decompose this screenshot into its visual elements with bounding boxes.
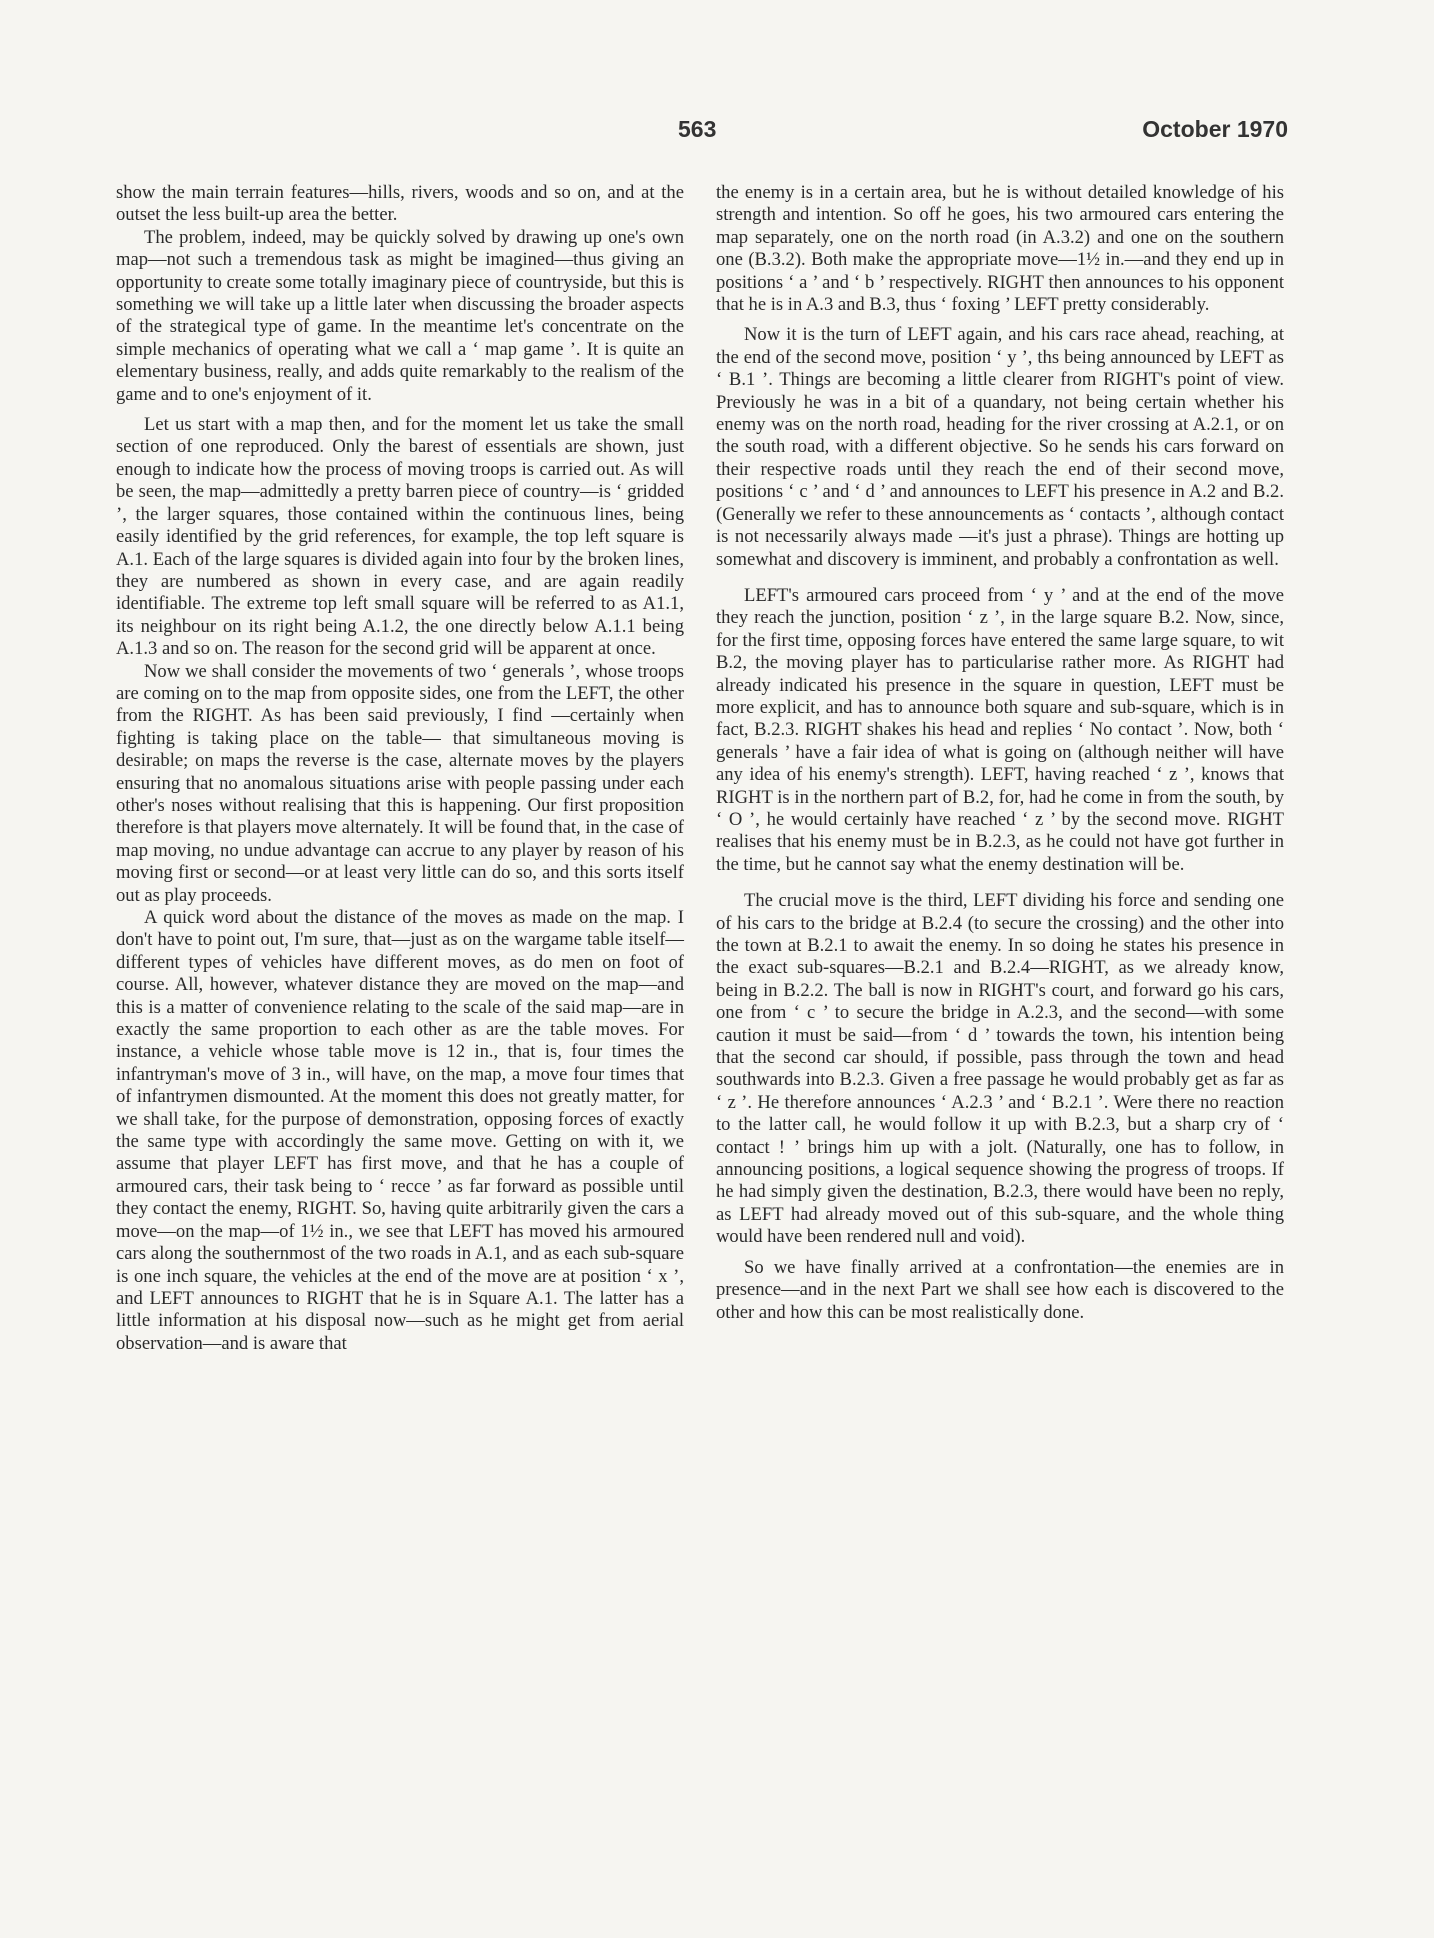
left-column — [116, 182, 684, 1355]
issue-date: October 1970 — [1142, 116, 1288, 142]
paragraph: The crucial move is the third, LEFT dividing his force and sending one of his cars to the bridge at B.2.4 (to secure the crossing) and the other into the town at B.2.1 to await the enemy. In so doing he states his presence in the exact sub-squares—B.2.1 and B.2.4—RIGHT, as we already know, being in B.2.2. The ball is now in RIGHT's court, and forward go his cars, one from ‘ c ’ to secure the bridge in A.2.3, and the second—with some caution it must be said—from ‘ d ’ towards the town, his intention being that the second car should, if possible, pass through the town and head southwards into B.2.3. Given a free passage he would probably get as far as ‘ z ’. He therefore announces ‘ A.2.3 ’ and ‘ B.2.1 ’. Were there no reaction to the latter call, he would follow it up with B.2.3, but a sharp cry of ‘ contact ! ’ brings him up with a jolt. (Naturally, one has to follow, in announcing positions, a logical sequence showing the progress of troops. If he had simply given the destination, B.2.3, there would have been no reply, as LEFT had already moved out of this sub-square, and the whole thing would have been rendered null and void). — [716, 890, 1284, 1248]
paragraph: Now we shall consider the movements of two ‘ generals ’, whose troops are coming on to the map from opposite sides, one from the LEFT, the other from the RIGHT. As has been said previously, I find —certainly when fighting is taking place on the table— that simultaneous moving is desirable; on maps the reverse is the case, alternate moves by the players ensuring that no anomalous situations arise with people passing under each other's noses without realising that this is happening. Our first proposition therefore is that players move alternately. It will be found that, in the case of map moving, no undue advantage can accrue to any player by reason of his moving first or second—or at least very little can do so, and this sorts itself out as play proceeds. — [116, 660, 684, 906]
paragraph: So we have finally arrived at a confrontation—the enemies are in presence—and in the next Part we shall see how each is discovered to the other and how this can be most realistically done. — [716, 1256, 1284, 1323]
page-header — [0, 108, 1434, 148]
paragraph: LEFT's armoured cars proceed from ‘ y ’ and at the end of the move they reach the junction, position ‘ z ’, in the large square B.2. Now, since, for the first time, opposing forces have entered the same large square, to wit B.2, the moving player has to particularise rather more. As RIGHT had already indicated his presence in the square in question, LEFT must be more explicit, and has to announce both square and sub-square, which is in fact, B.2.3. RIGHT shakes his head and replies ‘ No contact ’. Now, both ‘ generals ’ have a fair idea of what is going on (although neither will have any idea of his enemy's strength). LEFT, having reached ‘ z ’, knows that RIGHT is in the northern part of B.2, for, had he come in from the south, by ‘ O ’, he would certainly have reached ‘ z ’ by the second move. RIGHT realises that his enemy must be in B.2.3, as he could not have got further in the time, but he cannot say what the enemy destination will be. — [716, 584, 1284, 875]
right-column — [716, 182, 1284, 1324]
paragraph: A quick word about the distance of the moves as made on the map. I don't have to point out, I'm sure, that—just as on the wargame table itself—different types of vehicles have different moves, as do men on foot of course. All, however, whatever distance they are moved on the map—and this is a matter of convenience relating to the scale of the said map—are in exactly the same proportion to each other as are the table moves. For instance, a vehicle whose table move is 12 in., that is, four times the infantryman's move of 3 in., will have, on the map, a move four times that of infantrymen dismounted. At the moment this does not greatly matter, for we shall take, for the purpose of demonstration, opposing forces of exactly the same type with accordingly the same move. Getting on with it, we assume that player LEFT has first move, and that he has a couple of armoured cars, their task being to ‘ recce ’ as far forward as possible until they contact the enemy, RIGHT. So, having quite arbitrarily given the cars a move—on the map—of 1½ in., we see that LEFT has moved his armoured cars along the southernmost of the two roads in A.1, and as each sub-square is one inch square, the vehicles at the end of the move are at position ‘ x ’, and LEFT announces to RIGHT that he is in Square A.1. The latter has a little information at his disposal now—such as he might get from aerial observation—and is aware that — [116, 907, 684, 1354]
paragraph: the enemy is in a certain area, but he is without detailed knowledge of his strength and intention. So off he goes, his two armoured cars entering the map separately, one on the north road (in A.3.2) and one on the southern one (B.3.2). Both make the appropriate move—1½ in.—and they end up in positions ‘ a ’ and ‘ b ’ respectively. RIGHT then announces to his opponent that he is in A.3 and B.3, thus ‘ foxing ’ LEFT pretty considerably. — [716, 182, 1284, 316]
paragraph: Now it is the turn of LEFT again, and his cars race ahead, reaching, at the end of the second move, position ‘ y ’, ths being announced by LEFT as ‘ B.1 ’. Things are becoming a little clearer from RIGHT's point of view. Previously he was in a bit of a quandary, not being certain whether his enemy was on the north road, heading for the river crossing at A.2.1, or on the south road, with a different objective. So he sends his cars forward on their respective roads until they reach the end of their second move, positions ‘ c ’ and ‘ d ’ and announces to LEFT his presence in A.2 and B.2. (Generally we refer to these announcements as ‘ contacts ’, although contact is not necessarily always made —it's just a phrase). Things are hotting up somewhat and discovery is imminent, and probably a confrontation as well. — [716, 324, 1284, 570]
paragraph: Let us start with a map then, and for the moment let us take the small section of one reproduced. Only the barest of essentials are shown, just enough to indicate how the process of moving troops is carried out. As will be seen, the map—admittedly a pretty barren piece of country—is ‘ gridded ’, the larger squares, those contained within the continuous lines, being easily identified by the grid references, for example, the top left square is A.1. Each of the large squares is divided again into four by the broken lines, they are numbered as shown in every case, and are again readily identifiable. The extreme top left small square will be referred to as A1.1, its neighbour on its right being A.1.2, the one directly below A.1.1 being A.1.3 and so on. The reason for the second grid will be apparent at once. — [116, 414, 684, 660]
page-number: 563 — [678, 116, 717, 142]
paragraph: show the main terrain features—hills, rivers, woods and so on, and at the outset the less built-up area the better. — [116, 182, 684, 226]
paragraph: The problem, indeed, may be quickly solved by drawing up one's own map—not such a tremendous task as might be imagined—thus giving an opportunity to create some totally imaginary piece of countryside, but this is something we will take up a little later when discussing the broader aspects of the strategical type of game. In the meantime let's concentrate on the simple mechanics of operating what we call a ‘ map game ’. It is quite an elementary business, really, and adds quite remarkably to the realism of the game and to one's enjoyment of it. — [116, 226, 685, 405]
